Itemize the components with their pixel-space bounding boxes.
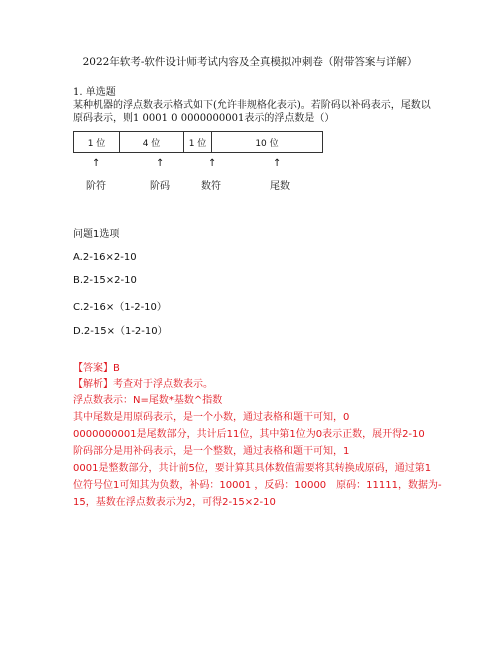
analysis-text-line: 0000000001是尾数部分，共计后11位，其中第1位为0表示正数，展开得2-10 (73, 429, 425, 440)
format-label-exponent: 阶码 (150, 181, 170, 192)
arrow-up-icon: ↑ (156, 158, 165, 169)
format-label-mantissa-sign: 数符 (201, 181, 221, 192)
question-text-line-1: 某种机器的浮点数表示格式如下(允许非规格化表示)。若阶码以补码表示，尾数以 (73, 100, 431, 111)
arrow-up-icon: ↑ (208, 158, 217, 169)
analysis-text-line: 其中尾数是用原码表示，是一个小数，通过表格和题干可知，0 (73, 412, 350, 423)
question-text-line-2: 原码表示，则1 0001 0 0000000001表示的浮点数是（） (73, 113, 335, 124)
format-cell-sign: 1 位 (74, 132, 120, 152)
page-title: 2022年软考-软件设计师考试内容及全真模拟冲刺卷（附带答案与详解） (82, 56, 418, 68)
format-cell-exponent: 4 位 (120, 132, 184, 152)
analysis-line: 【解析】考查对于浮点数表示。 (73, 379, 213, 390)
options-heading: 问题1选项 (73, 229, 120, 240)
arrow-up-icon: ↑ (92, 158, 101, 169)
analysis-text-line: 15，基数在浮点数表示为2，可得2-15×2-10 (73, 497, 276, 508)
analysis-text-line: 0001是整数部分，共计前5位，要计算其具体数值需要将其转换成原码，通过第1 (73, 463, 432, 474)
format-label-sign: 阶符 (86, 181, 106, 192)
float-format-table (73, 131, 323, 153)
question-type: 1. 单选题 (73, 87, 116, 98)
format-label-mantissa: 尾数 (270, 181, 290, 192)
option-a: A.2-16×2-10 (73, 252, 137, 263)
answer-line: 【答案】B (73, 363, 120, 374)
format-cell-mantissa: 10 位 (255, 138, 279, 149)
format-cell-mantissa-sign: 1 位 (184, 132, 212, 152)
option-c: C.2-16×（1-2-10） (73, 302, 167, 313)
option-b: B.2-15×2-10 (73, 275, 137, 286)
arrow-up-icon: ↑ (273, 158, 282, 169)
option-d: D.2-15×（1-2-10） (73, 326, 168, 337)
analysis-text-line: 位符号位1可知其为负数，补码：10001 ，反码：10000 原码：11111，数据为- (73, 480, 442, 491)
analysis-text-line: 阶码部分是用补码表示，是一个整数，通过表格和题干可知，1 (73, 446, 350, 457)
analysis-text-line: 浮点数表示：N=尾数*基数^指数 (73, 395, 223, 406)
